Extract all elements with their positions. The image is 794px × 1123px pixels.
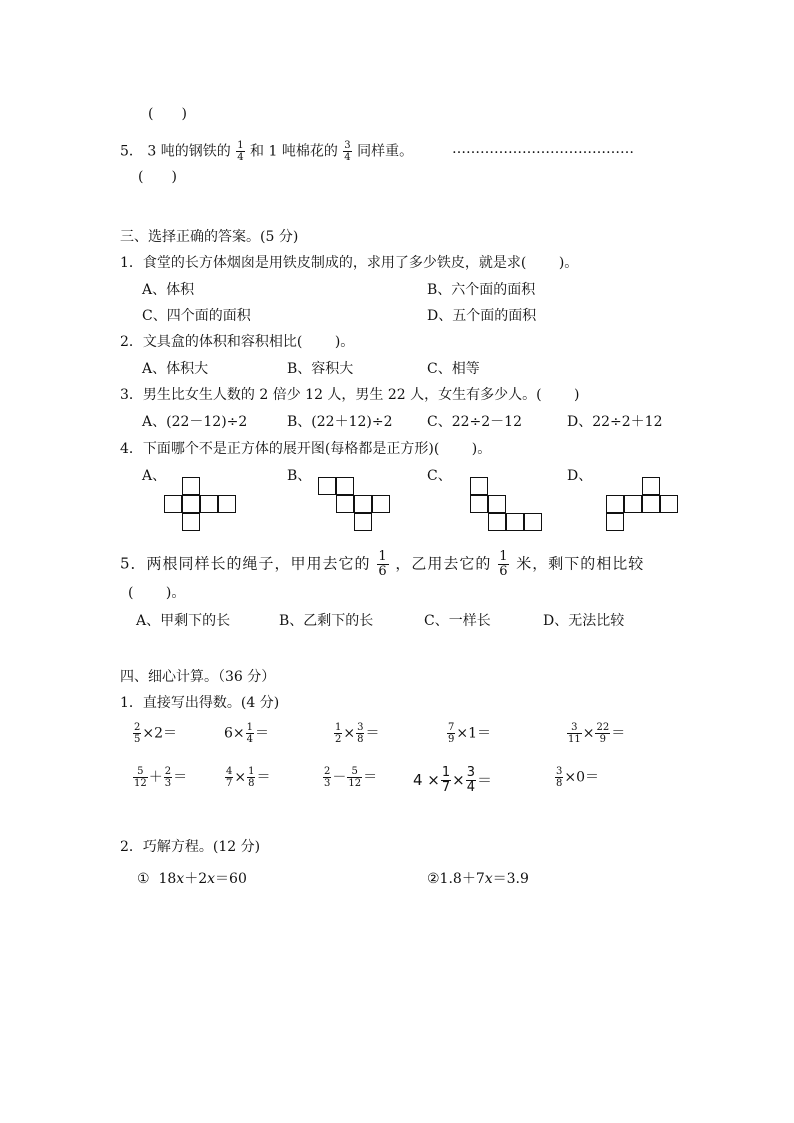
calc-item <box>224 766 270 789</box>
net-cell <box>182 495 200 513</box>
fraction: $\frac{5}{12}$ <box>134 766 147 789</box>
fraction: $\frac{1}{8}$ <box>248 766 255 789</box>
choice-q2-stem: 2．文具盒的体积和容积相比( )。 <box>120 334 355 350</box>
judge-question-5 <box>120 140 413 163</box>
fraction: $\frac{3}{8}$ <box>556 766 563 789</box>
fraction: $\frac{2}{3}$ <box>164 766 172 789</box>
fraction: $\frac{1}{4}$ <box>237 140 244 163</box>
fraction: $\frac{1}{2}$ <box>335 722 342 745</box>
answer-paren[interactable]: ( ) <box>138 169 177 185</box>
paren-line: ( ) <box>148 106 187 122</box>
text: ＝ <box>365 725 380 742</box>
dot-leader: ………………………………… <box>452 141 634 157</box>
net-cell <box>372 495 390 513</box>
fraction: $\frac{5}{12}$ <box>348 766 362 789</box>
net-cell <box>354 513 372 531</box>
answer-paren[interactable]: ( )。 <box>128 585 186 601</box>
calc-item <box>132 722 177 745</box>
text: － <box>332 769 347 786</box>
net-cell <box>354 495 372 513</box>
net-cell <box>218 495 236 513</box>
choice-option[interactable]: D、无法比较 <box>543 613 625 629</box>
fraction: $\frac{2}{3}$ <box>324 766 331 789</box>
net-cell <box>642 477 660 495</box>
fraction: $\frac{1}{7}$ <box>441 765 451 795</box>
text: 5．两根同样长的绳子，甲用去它的 <box>120 554 371 573</box>
net-cell <box>642 495 660 513</box>
option-label-d[interactable]: D、 <box>567 468 593 484</box>
text: 米，剩下的相比较 <box>516 554 645 573</box>
fraction: $\frac{3}{8}$ <box>357 722 364 745</box>
choice-option[interactable]: B、乙剩下的长 <box>279 613 374 629</box>
net-cell <box>606 513 624 531</box>
choice-option[interactable]: C、相等 <box>427 361 480 377</box>
choice-option[interactable]: B、容积大 <box>287 361 354 377</box>
net-cell <box>336 477 354 495</box>
fraction: $\frac{7}{9}$ <box>448 722 455 745</box>
choice-option[interactable]: C、22÷2－12 <box>427 414 522 430</box>
calc-item <box>322 766 377 789</box>
net-cell <box>336 495 354 513</box>
net-cell <box>488 495 506 513</box>
calc-item <box>132 766 187 789</box>
text: ＝ <box>256 769 271 786</box>
choice-option[interactable]: D、22÷2＋12 <box>567 414 663 430</box>
choice-option[interactable]: B、六个面的面积 <box>427 282 536 298</box>
choice-option[interactable]: A、体积大 <box>142 361 209 377</box>
calc-item <box>446 722 491 745</box>
text: 同样重。 <box>357 143 414 160</box>
text: ＝ <box>363 769 378 786</box>
choice-option[interactable]: A、(22－12)÷2 <box>142 414 248 430</box>
equation-1: ① 18x＋2x＝60 <box>137 871 247 887</box>
subquestion-title: 2．巧解方程。(12 分) <box>120 839 261 855</box>
equation-2: ②1.8＋7x＝3.9 <box>427 871 529 887</box>
net-cell <box>200 495 218 513</box>
net-cell <box>488 513 506 531</box>
fraction: $\frac{2}{5}$ <box>134 722 141 745</box>
text: ，乙用去它的 <box>395 554 492 573</box>
fraction: $\frac{3}{11}$ <box>568 722 581 745</box>
subquestion-title: 1．直接写出得数。(4 分) <box>120 695 280 711</box>
choice-option[interactable]: D、五个面的面积 <box>427 308 537 324</box>
calc-item <box>333 722 379 745</box>
fraction: $\frac{3}{4}$ <box>344 140 351 163</box>
calc-item <box>566 722 625 745</box>
net-cell <box>624 495 642 513</box>
net-cell <box>164 495 182 513</box>
text: 3 吨的钢铁的 <box>147 143 231 160</box>
calc-item <box>413 766 492 795</box>
text: ×2＝ <box>142 725 178 742</box>
net-cell <box>318 477 336 495</box>
text: ＋ <box>148 769 163 786</box>
choice-option[interactable]: B、(22＋12)÷2 <box>287 414 393 430</box>
fraction: $\frac{3}{4}$ <box>466 765 476 795</box>
fraction: $\frac{22}{9}$ <box>596 722 610 745</box>
text: ＝ <box>611 725 626 742</box>
calc-item <box>554 766 599 789</box>
option-label-c[interactable]: C、 <box>427 468 452 484</box>
net-cell <box>660 495 678 513</box>
choice-option[interactable]: A、甲剩下的长 <box>136 613 231 629</box>
net-cell <box>182 513 200 531</box>
text: ＝ <box>173 769 188 786</box>
choice-option[interactable]: A、体积 <box>142 282 195 298</box>
text: ＝ <box>255 725 270 742</box>
text: ×1＝ <box>456 725 492 742</box>
text: × <box>234 769 247 786</box>
choice-q1-stem: 1．食堂的长方体烟囱是用铁皮制成的，求用了多少铁皮，就是求( )。 <box>120 255 579 271</box>
text: ×0＝ <box>564 769 600 786</box>
text: × <box>343 725 356 742</box>
fraction: $\frac{1}{4}$ <box>246 722 254 745</box>
net-cell <box>524 513 542 531</box>
option-label-a[interactable]: A、 <box>142 468 167 484</box>
text: 6× <box>224 725 245 742</box>
net-cell <box>182 477 200 495</box>
net-cell <box>470 495 488 513</box>
question-number: 5． <box>120 143 143 160</box>
section-title: 四、细心计算。（36 分） <box>120 669 276 685</box>
text: × <box>452 771 465 789</box>
option-label-b[interactable]: B、 <box>287 468 312 484</box>
net-cell <box>470 477 488 495</box>
choice-q4-stem: 4．下面哪个不是正方体的展开图(每格都是正方形)( )。 <box>120 441 492 457</box>
fraction: $\frac{1}{6}$ <box>499 549 509 579</box>
calc-item <box>224 722 269 745</box>
circled-number: ① <box>137 871 150 887</box>
text: 4 × <box>413 771 440 789</box>
fraction: $\frac{4}{7}$ <box>226 766 233 789</box>
choice-option[interactable]: C、四个面的面积 <box>142 308 251 324</box>
section-title: 三、选择正确的答案。(5 分) <box>120 229 299 245</box>
net-cell <box>506 513 524 531</box>
text: × <box>582 725 595 742</box>
text: 和 1 吨棉花的 <box>250 143 338 160</box>
choice-q3-stem: 3．男生比女生人数的 2 倍少 12 人，男生 22 人，女生有多少人。( ) <box>120 387 580 403</box>
fraction: $\frac{1}{6}$ <box>378 549 388 579</box>
text: ＝ <box>477 771 493 789</box>
choice-q5-stem <box>120 550 644 579</box>
choice-option[interactable]: C、一样长 <box>424 613 491 629</box>
net-cell <box>606 495 624 513</box>
